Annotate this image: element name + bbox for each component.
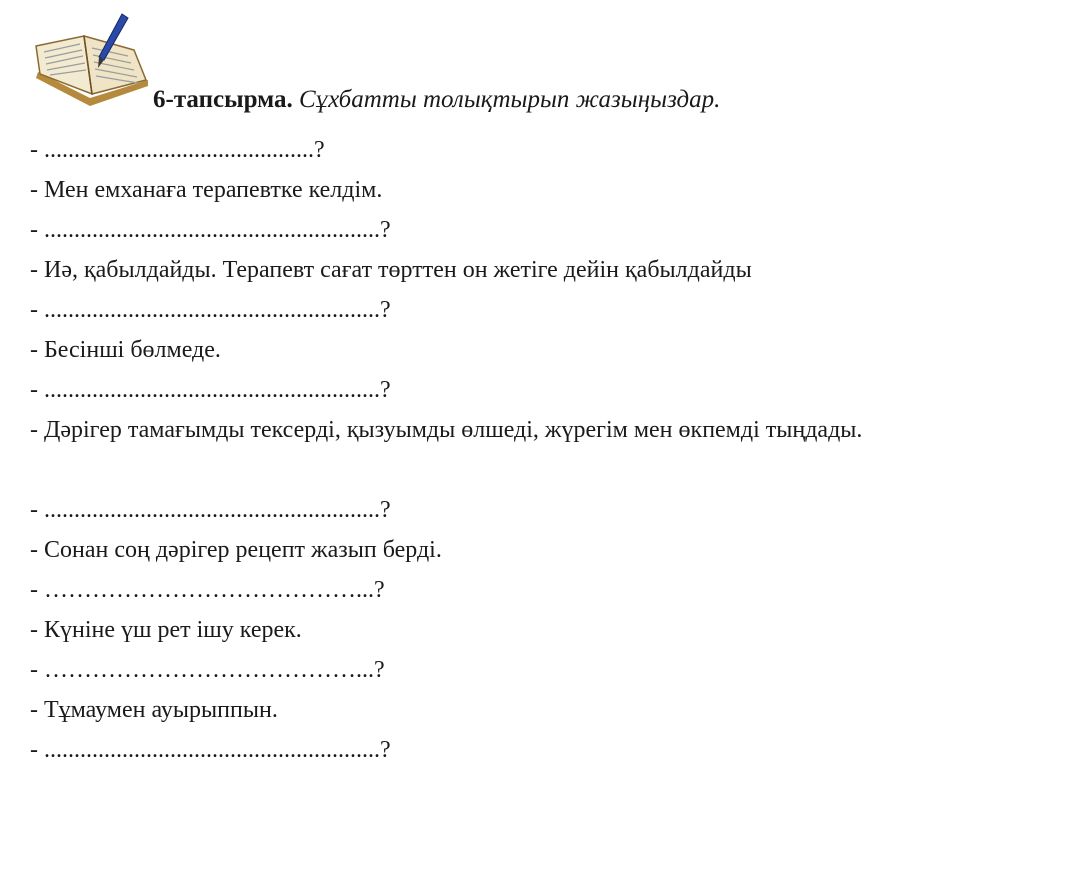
- task-number: 6-тапсырма.: [153, 86, 293, 113]
- open-book-with-pen-icon: [30, 10, 152, 110]
- dialogue-line: - ........................................................?: [30, 377, 391, 403]
- dialogue-line: - …………………………………...?: [30, 577, 385, 603]
- dialogue-line: - Тұмаумен ауырыппын.: [30, 697, 278, 723]
- dialogue-line: - Иә, қабылдайды. Терапевт сағат төрттен он жетіге дейін қабылдайды: [30, 257, 752, 283]
- task-heading: [153, 80, 720, 120]
- dialogue-line: - Дәрігер тамағымды тексерді, қызуымды өлшеді, жүрегім мен өкпемді тыңдады.: [30, 417, 863, 443]
- dialogue-line: - Мен емханаға терапевтке келдім.: [30, 177, 383, 203]
- dialogue-list: [30, 130, 1070, 770]
- dialogue-line: - …………………………………...?: [30, 657, 385, 683]
- task-instruction: Сұхбатты толықтырып жазыңыздар.: [298, 86, 721, 113]
- dialogue-line: - ........................................................?: [30, 497, 391, 523]
- dialogue-line: - ........................................................?: [30, 217, 391, 243]
- dialogue-line: - .............................................?: [30, 137, 325, 163]
- dialogue-line: - Сонан соң дәрігер рецепт жазып берді.: [30, 537, 442, 563]
- dialogue-line: - Күніне үш рет ішу керек.: [30, 617, 302, 643]
- dialogue-line: - Бесінші бөлмеде.: [30, 337, 221, 363]
- dialogue-line: - ........................................................?: [30, 737, 391, 763]
- dialogue-line: - ........................................................?: [30, 297, 391, 323]
